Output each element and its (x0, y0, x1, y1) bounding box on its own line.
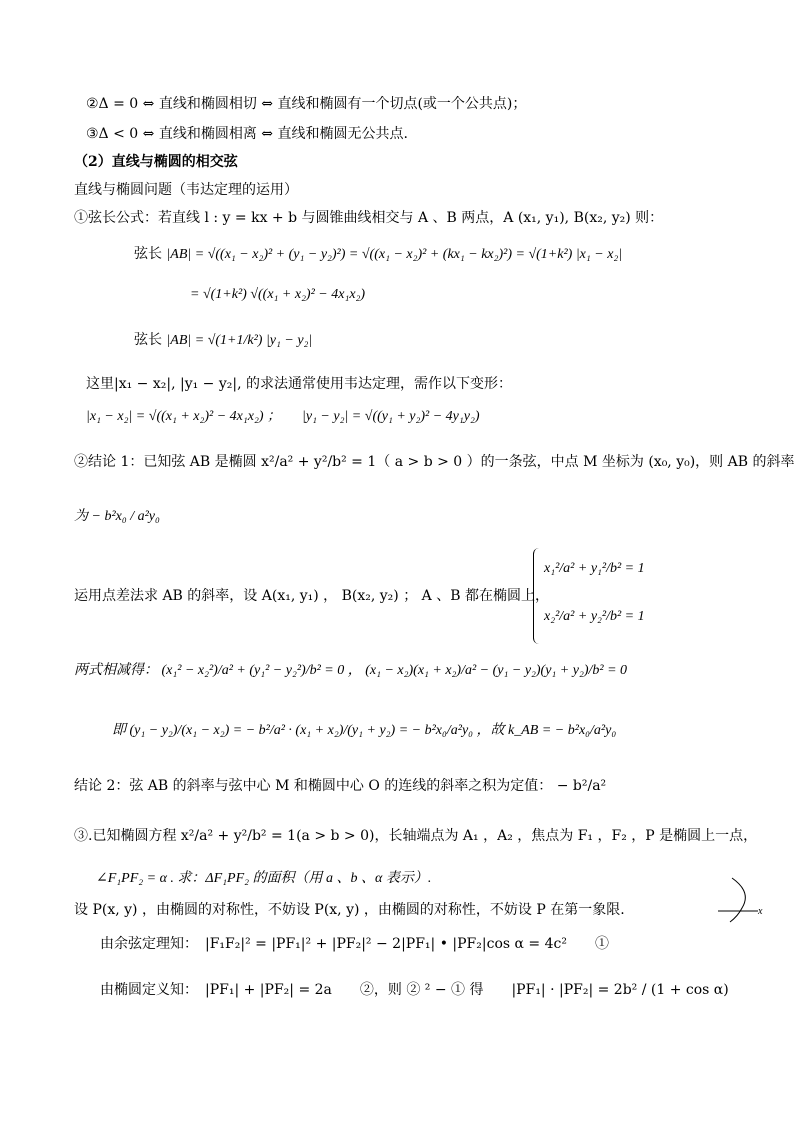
focal-triangle-text: ∠F₁PF₂ = α . 求：ΔF₁PF₂ 的面积（用 a 、b 、α 表示）. (96, 871, 432, 886)
ellipse-figure (718, 870, 778, 930)
chord-label-y: 弦长 (134, 332, 162, 348)
conclusion-2 (74, 776, 606, 796)
text-delta-zero: ②Δ = 0 ⇔ 直线和椭圆相切 ⇔ 直线和椭圆有一个切点(或一个公共点)； (86, 96, 527, 112)
ellipse-problem-text: ③.已知椭圆方程 x²/a² + y²/b² = 1(a > b > 0)，长轴端点为 A₁ ，A₂ ，焦点为 F₁ ，F₂ ，P 是椭圆上一点， (74, 828, 758, 844)
vieta-transforms (86, 406, 480, 427)
chord-label: 弦长 (134, 246, 162, 262)
bullet-delta-negative (86, 124, 408, 144)
slope-derivation-text: 即 (y₁ − y₂)/(x₁ − x₂) = − b²/a² · (x₁ + x₂)/(y₁ + y₂) = − b²x₀/a²y₀ ，故 k_AB = − b²x₀/a²y₀ (112, 723, 617, 738)
point-difference-method (74, 586, 549, 606)
system-eq-2 (544, 606, 645, 627)
system-brace (533, 548, 542, 644)
chord-formula-vieta: = √(1+k²) √((x₁ + x₂)² − 4x₁x₂) (190, 287, 366, 302)
subtract-equations (74, 660, 627, 681)
chord-length-formula-1 (134, 244, 622, 265)
cosine-law-text: 由余弦定理知： |F₁F₂|² = |PF₁|² + |PF₂|² − 2|PF₁| • |PF₂|cos α = 4c² ① (100, 936, 609, 952)
vieta-note (86, 374, 512, 394)
subtract-equations-text: 两式相减得： (x₁² − x₂²)/a² + (y₁² − y₂²)/b² = 0 ， (x₁ − x₂)(x₁ + x₂)/a² − (y₁ − y₂)(y₁ + y₂)/b² = 0 (74, 663, 628, 678)
section-heading (74, 152, 238, 172)
bullet-delta-zero (86, 94, 526, 114)
point-difference-text: 运用点差法求 AB 的斜率，设 A(x₁, y₁) ， B(x₂, y₂) ； A 、B 都在椭圆上， (74, 588, 549, 604)
system-eq-1-text: x₁²/a² + y₁²/b² = 1 (544, 561, 645, 576)
conclusion-1 (74, 452, 794, 472)
vieta-note-text: 这里|x₁ − x₂|, |y₁ − y₂|, 的求法通常使用韦达定理，需作以下变形： (86, 376, 512, 392)
slope-derivation (112, 720, 616, 741)
subheading-text: 直线与椭圆问题（韦达定理的运用） (74, 182, 298, 198)
heading-text: （2）直线与椭圆的相交弦 (74, 154, 238, 170)
assume-point (74, 900, 625, 920)
vieta-transform-math: |x₁ − x₂| = √((x₁ + x₂)² − 4x₁x₂) ； |y₁ − y₂| = √((y₁ + y₂)² − 4y₁y₂) (86, 409, 480, 424)
slope-result (74, 506, 160, 527)
subheading-vieta (74, 180, 298, 200)
chord-intro-text: ①弦长公式：若直线 l : y = kx + b 与圆锥曲线相交与 A 、B 两点，A (x₁, y₁), B(x₂, y₂) 则： (74, 210, 664, 226)
system-eq-1 (544, 558, 645, 579)
ellipse-arc (730, 878, 745, 922)
x-axis-label: x (758, 906, 763, 917)
chord-length-intro (74, 208, 663, 228)
chord-formula-y-math: |AB| = √(1+1/k²) |y₁ − y₂| (166, 333, 313, 348)
system-eq-2-text: x₂²/a² + y₂²/b² = 1 (544, 609, 645, 624)
conclusion-2-text: 结论 2：弦 AB 的斜率与弦中心 M 和椭圆中心 O 的连线的斜率之积为定值： − b²/a² (74, 778, 607, 794)
slope-result-text: 为 − b²x₀ / a²y₀ (74, 509, 160, 524)
text-delta-negative: ③Δ < 0 ⇔ 直线和椭圆相离 ⇔ 直线和椭圆无公共点. (86, 126, 408, 142)
ellipse-definition (100, 980, 729, 1000)
focal-triangle-question (96, 868, 431, 889)
conclusion-1-text: ②结论 1：已知弦 AB 是椭圆 x²/a² + y²/b² = 1（ a > b > 0 ）的一条弦，中点 M 坐标为 (x₀, y₀)，则 AB 的斜率 (74, 454, 794, 470)
chord-formula-math: |AB| = √((x₁ − x₂)² + (y₁ − y₂)²) = √((x₁ − x₂)² + (kx₁ − kx₂)²) = √(1+k²) |x₁ − x₂| (166, 247, 623, 262)
ellipse-problem (74, 826, 757, 846)
chord-length-formula-2 (190, 284, 365, 305)
chord-length-formula-y (134, 330, 312, 351)
cosine-law (100, 934, 609, 954)
ellipse-definition-text: 由椭圆定义知： |PF₁| + |PF₂| = 2a ②，则 ② ² − ① 得 |PF₁| · |PF₂| = 2b² / (1 + cos α) (100, 982, 729, 998)
assume-point-text: 设 P(x, y) ，由椭圆的对称性，不妨设 P(x, y) ，由椭圆的对称性，不妨设 P 在第一象限. (74, 902, 625, 918)
